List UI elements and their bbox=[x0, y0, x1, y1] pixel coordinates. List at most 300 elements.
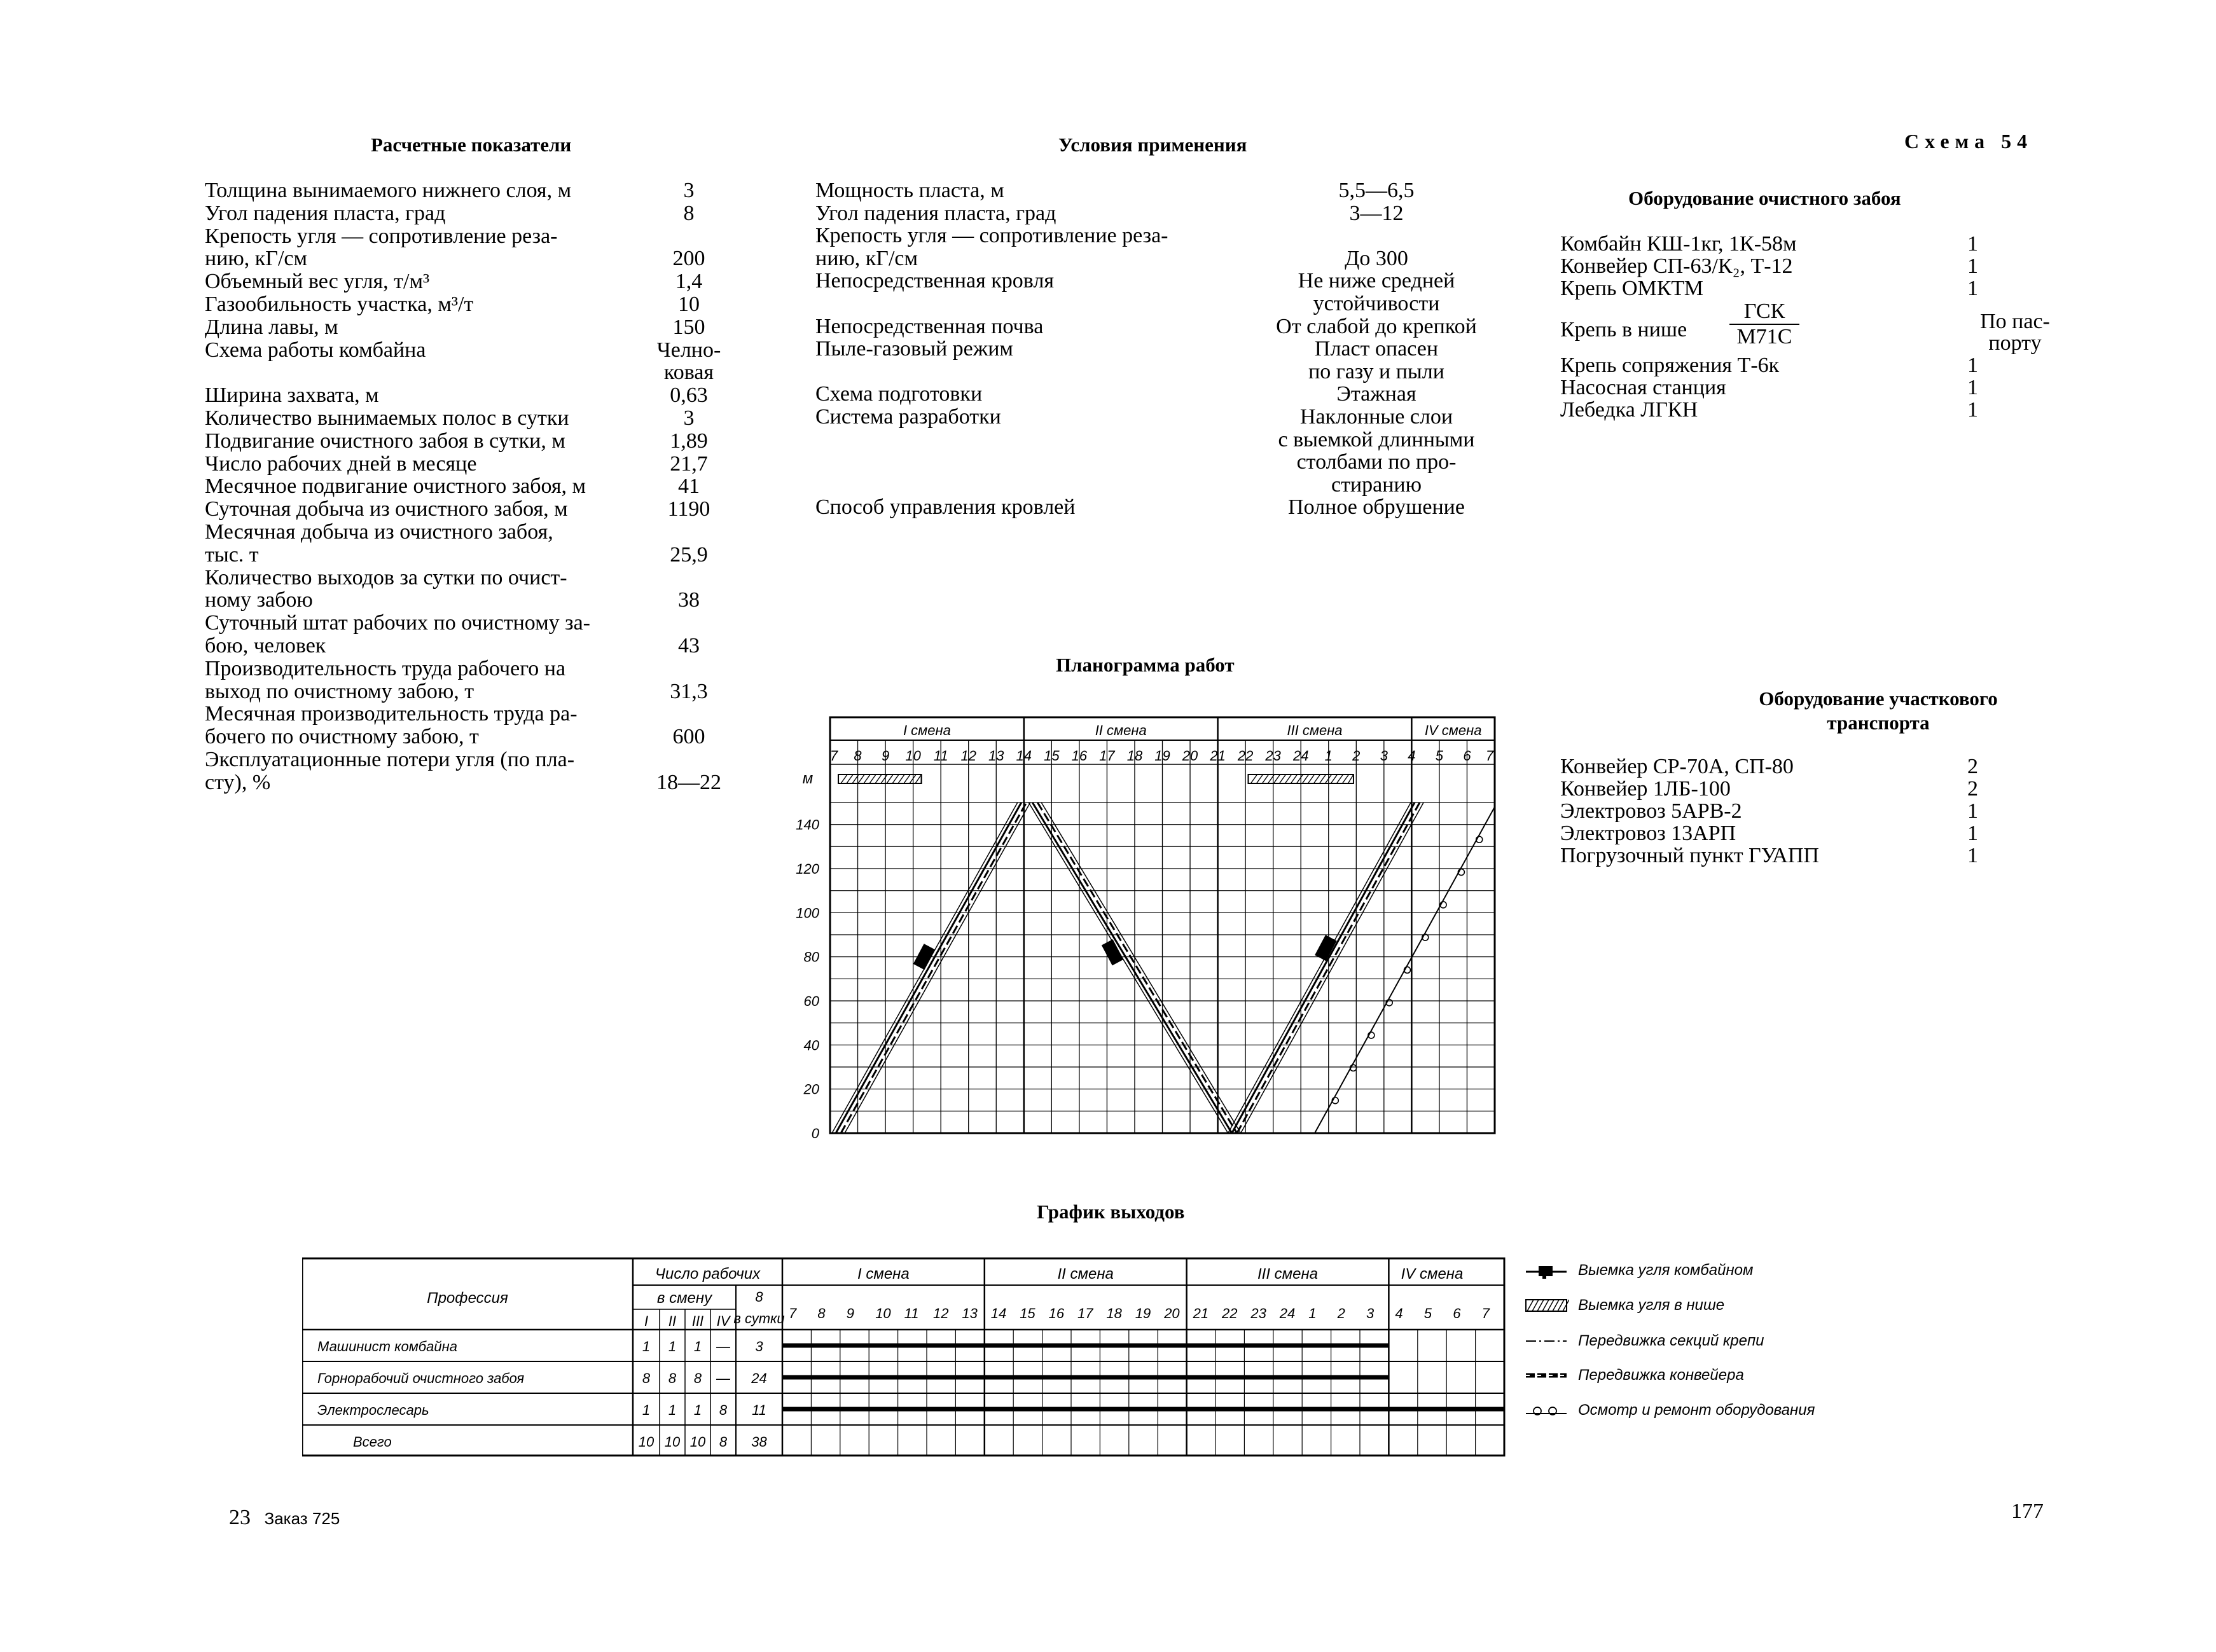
list-row bbox=[815, 224, 1497, 247]
hatch-line bbox=[887, 774, 893, 783]
list-row bbox=[205, 726, 737, 748]
shift-count: 8 bbox=[668, 1370, 677, 1386]
list-row bbox=[815, 247, 1497, 270]
list-row bbox=[205, 635, 737, 657]
list-row bbox=[205, 521, 737, 544]
day-count: 38 bbox=[751, 1434, 767, 1450]
schedule-hour-label: 17 bbox=[1077, 1305, 1093, 1321]
planogram-y-tick: 0 bbox=[811, 1125, 819, 1141]
row-label: Количество вынимаемых полос в сутки bbox=[205, 406, 569, 430]
row-label: Ширина захвата, м bbox=[205, 383, 379, 408]
list-row bbox=[205, 361, 737, 384]
list-row bbox=[205, 270, 737, 293]
row-label: Угол падения пласта, град bbox=[815, 201, 1056, 225]
planogram-hour-label: 20 bbox=[1182, 748, 1198, 764]
fraction-bottom: М71С bbox=[1736, 325, 1792, 348]
list-row bbox=[815, 338, 1497, 361]
planogram-hour-label: 24 bbox=[1292, 748, 1309, 764]
schedule-hour-label: 16 bbox=[1048, 1305, 1065, 1321]
planogram-hour-label: 3 bbox=[1380, 748, 1388, 764]
planogram-y-unit: м bbox=[802, 770, 814, 787]
legend-item bbox=[1523, 1401, 1815, 1420]
list-row bbox=[1560, 376, 1989, 399]
row-value: 18—22 bbox=[656, 770, 721, 794]
inspection-repair-icon bbox=[1523, 1402, 1569, 1419]
row-label: Электровоз 13АРП bbox=[1560, 822, 1736, 845]
row-label: Конвейер 1ЛБ-100 bbox=[1560, 777, 1731, 801]
schedule-hour-label: 14 bbox=[990, 1305, 1007, 1321]
row-label: Крепь сопряжения Т-6к bbox=[1560, 354, 1780, 377]
row-label: нию, кГ/см bbox=[205, 247, 308, 271]
shift-count: 1 bbox=[668, 1402, 677, 1418]
list-row bbox=[815, 270, 1497, 293]
schedule-hour-label: 4 bbox=[1395, 1305, 1403, 1321]
planogram-hour-label: 19 bbox=[1154, 748, 1170, 764]
planogram-chart bbox=[789, 712, 1507, 1145]
schedule-shift-label: I смена bbox=[857, 1265, 910, 1283]
row-label: Крепь ОМКТМ bbox=[1560, 277, 1703, 300]
list-row bbox=[815, 179, 1497, 202]
support-fraction bbox=[1729, 299, 1799, 349]
hatch-line bbox=[1291, 774, 1297, 783]
row-label: Крепость угля — сопротивление реза- bbox=[815, 224, 1168, 248]
row-label: Схема подготовки bbox=[815, 382, 983, 406]
planogram-hour-label: 12 bbox=[960, 748, 976, 764]
col-per-day: в сутки bbox=[733, 1311, 785, 1326]
shift-count: 10 bbox=[638, 1434, 654, 1450]
legend-item bbox=[1523, 1366, 1744, 1385]
schedule-shift-label: IV смена bbox=[1401, 1265, 1464, 1283]
hatch-line bbox=[1331, 774, 1337, 783]
row-label: Электровоз 5АРВ-2 bbox=[1560, 799, 1742, 823]
support-move-icon bbox=[1523, 1333, 1569, 1349]
row-value: 43 bbox=[678, 633, 700, 657]
scheme-label: Схема 54 bbox=[1904, 130, 2033, 153]
list-row bbox=[815, 451, 1497, 474]
planogram-hour-label: 8 bbox=[854, 748, 862, 764]
list-row bbox=[205, 475, 737, 498]
list-row bbox=[815, 496, 1497, 519]
repair-line bbox=[1315, 807, 1495, 1133]
conveyor-move-icon bbox=[1523, 1367, 1569, 1384]
legend-label: Осмотр и ремонт оборудования bbox=[1578, 1401, 1815, 1419]
row-label: Пыле-газовый режим bbox=[815, 337, 1013, 361]
equipment-transport-title bbox=[1560, 687, 2196, 735]
row-value: 1 bbox=[1967, 376, 1978, 399]
transport-title-line1: Оборудование участкового bbox=[1759, 687, 1998, 710]
list-row bbox=[205, 293, 737, 316]
planogram-hour-label: 15 bbox=[1044, 748, 1060, 764]
legend-label: Выемка угля в нише bbox=[1578, 1297, 1725, 1314]
row-label: Суточный штат рабочих по очистному за- bbox=[205, 611, 590, 635]
planogram-hour-label: 18 bbox=[1126, 748, 1143, 764]
list-row bbox=[205, 657, 737, 680]
combine-extraction-icon bbox=[1523, 1262, 1569, 1279]
schedule-hour-label: 8 bbox=[817, 1305, 826, 1321]
row-value: 21,7 bbox=[670, 451, 708, 476]
row-label: Газообильность участка, м³/т bbox=[205, 292, 474, 316]
shift-col-label: III bbox=[691, 1313, 704, 1329]
list-row bbox=[205, 384, 737, 407]
list-row bbox=[205, 430, 737, 453]
shift-count: 10 bbox=[689, 1434, 706, 1450]
equipment-transport-list bbox=[1560, 755, 1989, 867]
row-value: 1 bbox=[1967, 799, 1978, 823]
col-per-day-mark: 8 bbox=[755, 1289, 763, 1305]
row-label: Крепость угля — сопротивление реза- bbox=[205, 224, 558, 248]
hatch-line bbox=[1319, 774, 1326, 783]
combine-line-up-1 bbox=[836, 802, 1021, 1133]
shift-count: — bbox=[716, 1339, 730, 1354]
shift-count: 1 bbox=[642, 1402, 651, 1418]
hatch-line bbox=[921, 774, 922, 783]
row-value: 3—12 bbox=[1349, 201, 1404, 225]
schedule-hour-label: 6 bbox=[1453, 1305, 1461, 1321]
planogram-hour-label: 9 bbox=[881, 748, 890, 764]
transport-title-line2: транспорта bbox=[1827, 712, 1930, 734]
schedule-hour-label: 22 bbox=[1222, 1305, 1238, 1321]
schedule-shift-label: II смена bbox=[1057, 1265, 1114, 1283]
row-value: Пласт опасен bbox=[1314, 337, 1439, 361]
row-label: тыс. т bbox=[205, 542, 259, 567]
row-value: 1,4 bbox=[675, 270, 703, 294]
schedule-hour-label: 5 bbox=[1423, 1305, 1432, 1321]
hatch-line bbox=[904, 774, 910, 783]
row-value: 38 bbox=[678, 588, 700, 612]
shift-count: 1 bbox=[642, 1339, 651, 1354]
row-label: Система разработки bbox=[815, 404, 1001, 429]
shift-count: 1 bbox=[693, 1402, 702, 1418]
legend-item bbox=[1523, 1296, 1724, 1315]
legend-label: Передвижка конвейера bbox=[1578, 1366, 1744, 1384]
planogram-shift-label: IV смена bbox=[1424, 722, 1482, 738]
hatch-line bbox=[869, 774, 876, 783]
row-label: Крепь в нише bbox=[1560, 318, 1687, 341]
planogram-hour-label: 1 bbox=[1324, 748, 1333, 764]
list-row bbox=[205, 498, 737, 521]
hatch-line bbox=[1262, 774, 1268, 783]
row-value: 600 bbox=[672, 725, 705, 749]
list-row bbox=[815, 293, 1497, 315]
list-row bbox=[815, 383, 1497, 406]
list-row bbox=[205, 589, 737, 612]
planogram-hour-label: 5 bbox=[1435, 748, 1444, 764]
hatch-line bbox=[847, 774, 853, 783]
row-label: Эксплуатационные потери угля (по пла- bbox=[205, 747, 575, 771]
list-row bbox=[1560, 822, 1989, 844]
row-value: 150 bbox=[672, 315, 705, 339]
hatch-line bbox=[1336, 774, 1343, 783]
schedule-hour-label: 7 bbox=[789, 1305, 797, 1321]
hatch-line bbox=[875, 774, 882, 783]
hatch-line bbox=[892, 774, 899, 783]
list-row bbox=[205, 544, 737, 567]
row-label: выход по очистному забою, т bbox=[205, 679, 474, 703]
planogram-shift-label: III смена bbox=[1287, 722, 1343, 738]
row-value: устойчивости bbox=[1313, 291, 1440, 315]
footer-number: 23 bbox=[229, 1506, 251, 1529]
row-label: Длина лавы, м bbox=[205, 315, 338, 339]
list-row bbox=[205, 567, 737, 589]
niche-extraction-icon bbox=[1523, 1297, 1569, 1314]
row-value: 3 bbox=[683, 179, 695, 202]
list-row bbox=[815, 429, 1497, 451]
row-value: по газу и пыли bbox=[1308, 359, 1444, 383]
shift-col-label: IV bbox=[716, 1313, 730, 1329]
planogram-hour-label: 13 bbox=[988, 748, 1004, 764]
schedule-hour-label: 11 bbox=[904, 1305, 919, 1321]
list-row bbox=[205, 771, 737, 794]
hatch-line bbox=[1348, 774, 1353, 783]
shift-count: 1 bbox=[668, 1339, 677, 1354]
profession-name: Машинист комбайна bbox=[317, 1339, 457, 1354]
schedule-hour-label: 18 bbox=[1106, 1305, 1122, 1321]
hatch-line bbox=[1302, 774, 1308, 783]
planogram-hour-label: 21 bbox=[1210, 748, 1226, 764]
shift-col-label: I bbox=[644, 1313, 649, 1329]
schedule-hour-label: 10 bbox=[875, 1305, 891, 1321]
list-row bbox=[1560, 778, 1989, 800]
page-number: 177 bbox=[2011, 1499, 2044, 1523]
list-row bbox=[815, 474, 1497, 497]
conditions-list bbox=[815, 179, 1497, 519]
row-label: Объемный вес угля, т/м³ bbox=[205, 270, 430, 294]
combine-line-down bbox=[1028, 802, 1228, 1133]
schedule-hour-label: 23 bbox=[1250, 1305, 1266, 1321]
hatch-line bbox=[915, 774, 922, 783]
list-row bbox=[205, 407, 737, 430]
combine-line-up-2 bbox=[1241, 802, 1423, 1133]
day-count: 3 bbox=[755, 1339, 763, 1354]
row-value: До 300 bbox=[1345, 246, 1408, 270]
list-row bbox=[1560, 233, 1989, 255]
row-value bbox=[1942, 311, 2088, 354]
row-value: 1 bbox=[1967, 254, 1978, 278]
hatch-line bbox=[1250, 774, 1257, 783]
row-value: Полное обрушение bbox=[1288, 495, 1465, 520]
planogram-y-tick: 120 bbox=[796, 861, 819, 877]
hatch-line bbox=[1279, 774, 1285, 783]
row-label: ному забою bbox=[205, 588, 313, 612]
list-row bbox=[815, 202, 1497, 225]
list-row bbox=[815, 315, 1497, 338]
row-label: Толщина вынимаемого нижнего слоя, м bbox=[205, 179, 572, 202]
hatch-line bbox=[1308, 774, 1314, 783]
schedule-hour-label: 2 bbox=[1337, 1305, 1345, 1321]
list-row bbox=[205, 612, 737, 635]
planogram-hour-label: 23 bbox=[1265, 748, 1281, 764]
row-label: Число рабочих дней в месяце bbox=[205, 451, 477, 476]
row-value: Не ниже средней bbox=[1298, 269, 1455, 293]
row-value: 1 bbox=[1967, 844, 1978, 867]
hatch-line bbox=[1256, 774, 1263, 783]
row-value: с выемкой длинными bbox=[1278, 427, 1475, 451]
hatch-line bbox=[1342, 774, 1348, 783]
planogram-hour-label: 22 bbox=[1237, 748, 1254, 764]
planogram-y-tick: 140 bbox=[796, 816, 819, 833]
hatch-line bbox=[1313, 774, 1320, 783]
list-row bbox=[205, 748, 737, 771]
row-value: 10 bbox=[678, 292, 700, 316]
profession-name: Электрослесарь bbox=[317, 1402, 429, 1418]
combine-line-up-1 bbox=[845, 802, 1030, 1133]
row-label: Месячная добыча из очистного забоя, bbox=[205, 520, 553, 544]
row-value: 8 bbox=[683, 201, 695, 225]
combine-line-down bbox=[1037, 802, 1236, 1133]
row-label: Схема работы комбайна bbox=[205, 338, 426, 362]
list-row bbox=[205, 225, 737, 248]
planogram-y-tick: 100 bbox=[796, 905, 819, 921]
hatch-line bbox=[858, 774, 864, 783]
schedule-hour-label: 21 bbox=[1193, 1305, 1209, 1321]
planogram-hour-label: 7 bbox=[1485, 748, 1494, 764]
planogram-hour-label: 4 bbox=[1408, 748, 1416, 764]
row-label: бою, человек bbox=[205, 633, 326, 657]
row-label: Суточная добыча из очистного забоя, м bbox=[205, 497, 568, 521]
row-label: нию, кГ/см bbox=[815, 246, 918, 270]
exits-chart-title: График выходов bbox=[1037, 1201, 1185, 1223]
hatch-line bbox=[898, 774, 904, 783]
combine-line-down bbox=[1032, 802, 1231, 1133]
row-value: 200 bbox=[672, 247, 705, 271]
combine-line-down bbox=[1041, 802, 1240, 1133]
list-row bbox=[1560, 354, 1989, 376]
profession-name: Всего bbox=[353, 1434, 392, 1450]
row-value: 1 bbox=[1967, 277, 1978, 300]
row-value: Наклонные слои bbox=[1299, 404, 1453, 429]
conditions-section-title: Условия применения bbox=[1058, 134, 1247, 156]
planogram-hour-label: 2 bbox=[1352, 748, 1361, 764]
hatch-line bbox=[864, 774, 870, 783]
row-value: 2 bbox=[1967, 755, 1978, 778]
legend-item bbox=[1523, 1261, 1753, 1280]
row-value: 31,3 bbox=[670, 679, 708, 703]
row-label: Конвейер СР-70А, СП-80 bbox=[1560, 755, 1794, 778]
row-label: Месячное подвигание очистного забоя, м bbox=[205, 474, 586, 499]
combine-line-up-1 bbox=[841, 802, 1027, 1133]
row-value: 0,63 bbox=[670, 383, 708, 408]
row-label: Количество выходов за сутки по очист- bbox=[205, 565, 567, 589]
list-row bbox=[205, 680, 737, 703]
row-label: Производительность труда рабочего на bbox=[205, 656, 566, 680]
row-value: 1 bbox=[1967, 398, 1978, 422]
combine-marker bbox=[1102, 939, 1124, 965]
footer-left bbox=[229, 1506, 340, 1530]
col-profession: Профессия bbox=[427, 1290, 508, 1307]
shift-count: 10 bbox=[664, 1434, 681, 1450]
hatch-line bbox=[1285, 774, 1291, 783]
list-row bbox=[815, 361, 1497, 383]
legend-label: Передвижка секций крепи bbox=[1578, 1332, 1764, 1349]
planogram-hour-label: 10 bbox=[905, 748, 921, 764]
list-row bbox=[1560, 755, 1989, 778]
list-row bbox=[1560, 255, 1989, 277]
shift-count: — bbox=[716, 1370, 730, 1386]
planogram-title: Планограмма работ bbox=[1056, 654, 1235, 676]
exits-chart bbox=[302, 1257, 1511, 1473]
planogram-hour-label: 7 bbox=[829, 748, 838, 764]
row-value: 1 bbox=[1967, 354, 1978, 377]
row-value: 3 bbox=[683, 406, 695, 430]
list-row bbox=[205, 339, 737, 362]
planogram-y-tick: 60 bbox=[803, 993, 819, 1009]
planogram-hour-label: 6 bbox=[1463, 748, 1471, 764]
row-label: Погрузочный пункт ГУАПП bbox=[1560, 844, 1819, 867]
equipment-face-list bbox=[1560, 232, 2050, 422]
list-row bbox=[1560, 299, 2050, 355]
schedule-hour-label: 19 bbox=[1135, 1305, 1151, 1321]
shift-count: 8 bbox=[693, 1370, 702, 1386]
row-value: Челно- bbox=[656, 338, 721, 362]
calc-list bbox=[205, 179, 737, 794]
row-value: столбами по про- bbox=[1296, 450, 1457, 474]
schedule-shift-label: III смена bbox=[1257, 1265, 1319, 1283]
fraction-top: ГСК bbox=[1729, 299, 1799, 325]
shift-count: 8 bbox=[719, 1434, 728, 1450]
schedule-hour-label: 15 bbox=[1020, 1305, 1035, 1321]
list-row bbox=[1560, 277, 1989, 299]
equipment-face-title: Оборудование очистного забоя bbox=[1628, 187, 1901, 209]
schedule-hour-label: 1 bbox=[1308, 1305, 1317, 1321]
row-label: Месячная производительность труда ра- bbox=[205, 702, 578, 726]
row-value: 1 bbox=[1967, 232, 1978, 256]
planogram-shift-label: II смена bbox=[1095, 722, 1147, 738]
shift-count: 1 bbox=[693, 1339, 702, 1354]
schedule-hour-label: 13 bbox=[962, 1305, 978, 1321]
planogram-shift-label: I смена bbox=[903, 722, 951, 738]
hatch-line bbox=[1296, 774, 1303, 783]
row-value: 5,5—6,5 bbox=[1338, 179, 1415, 202]
row-label: Насосная станция bbox=[1560, 376, 1726, 399]
list-row bbox=[205, 453, 737, 476]
planogram-hour-label: 14 bbox=[1016, 748, 1032, 764]
row-label: Комбайн КШ-1кг, 1К-58м bbox=[1560, 232, 1797, 256]
list-row bbox=[1560, 844, 1989, 867]
row-label: Угол падения пласта, град bbox=[205, 201, 446, 225]
row-value: 1190 bbox=[667, 497, 710, 521]
calc-section-title: Расчетные показатели bbox=[371, 134, 572, 156]
row-value: 41 bbox=[678, 474, 700, 499]
row-label: Мощность пласта, м bbox=[815, 179, 1004, 202]
row-value: От слабой до крепкой bbox=[1276, 314, 1477, 338]
schedule-hour-label: 7 bbox=[1481, 1305, 1490, 1321]
row-label: Способ управления кровлей bbox=[815, 495, 1076, 520]
planogram-y-tick: 40 bbox=[803, 1037, 819, 1054]
row-value: 2 bbox=[1967, 777, 1978, 801]
schedule-hour-label: 24 bbox=[1279, 1305, 1296, 1321]
schedule-hour-label: 9 bbox=[846, 1305, 855, 1321]
shift-count: 8 bbox=[719, 1402, 728, 1418]
combine-line-up-2 bbox=[1228, 802, 1411, 1133]
list-row bbox=[815, 406, 1497, 429]
list-row bbox=[205, 247, 737, 270]
planogram-hour-label: 11 bbox=[933, 748, 948, 764]
row-label: бочего по очистному забою, т bbox=[205, 725, 479, 749]
row-label: Непосредственная почва bbox=[815, 314, 1044, 338]
planogram-hour-label: 16 bbox=[1071, 748, 1088, 764]
legend-item bbox=[1523, 1332, 1764, 1351]
row-value: 1 bbox=[1967, 822, 1978, 845]
value-line1: По пас- bbox=[1980, 310, 2050, 333]
shift-col-label: II bbox=[668, 1313, 677, 1329]
schedule-hour-label: 3 bbox=[1366, 1305, 1375, 1321]
row-value: стиранию bbox=[1331, 472, 1422, 497]
planogram-y-tick: 80 bbox=[803, 949, 819, 965]
list-row bbox=[1560, 800, 1989, 822]
day-count: 11 bbox=[752, 1402, 766, 1418]
day-count: 24 bbox=[751, 1370, 767, 1386]
row-label: Конвейер СП-63/К₂, Т-12 bbox=[1560, 254, 1793, 278]
